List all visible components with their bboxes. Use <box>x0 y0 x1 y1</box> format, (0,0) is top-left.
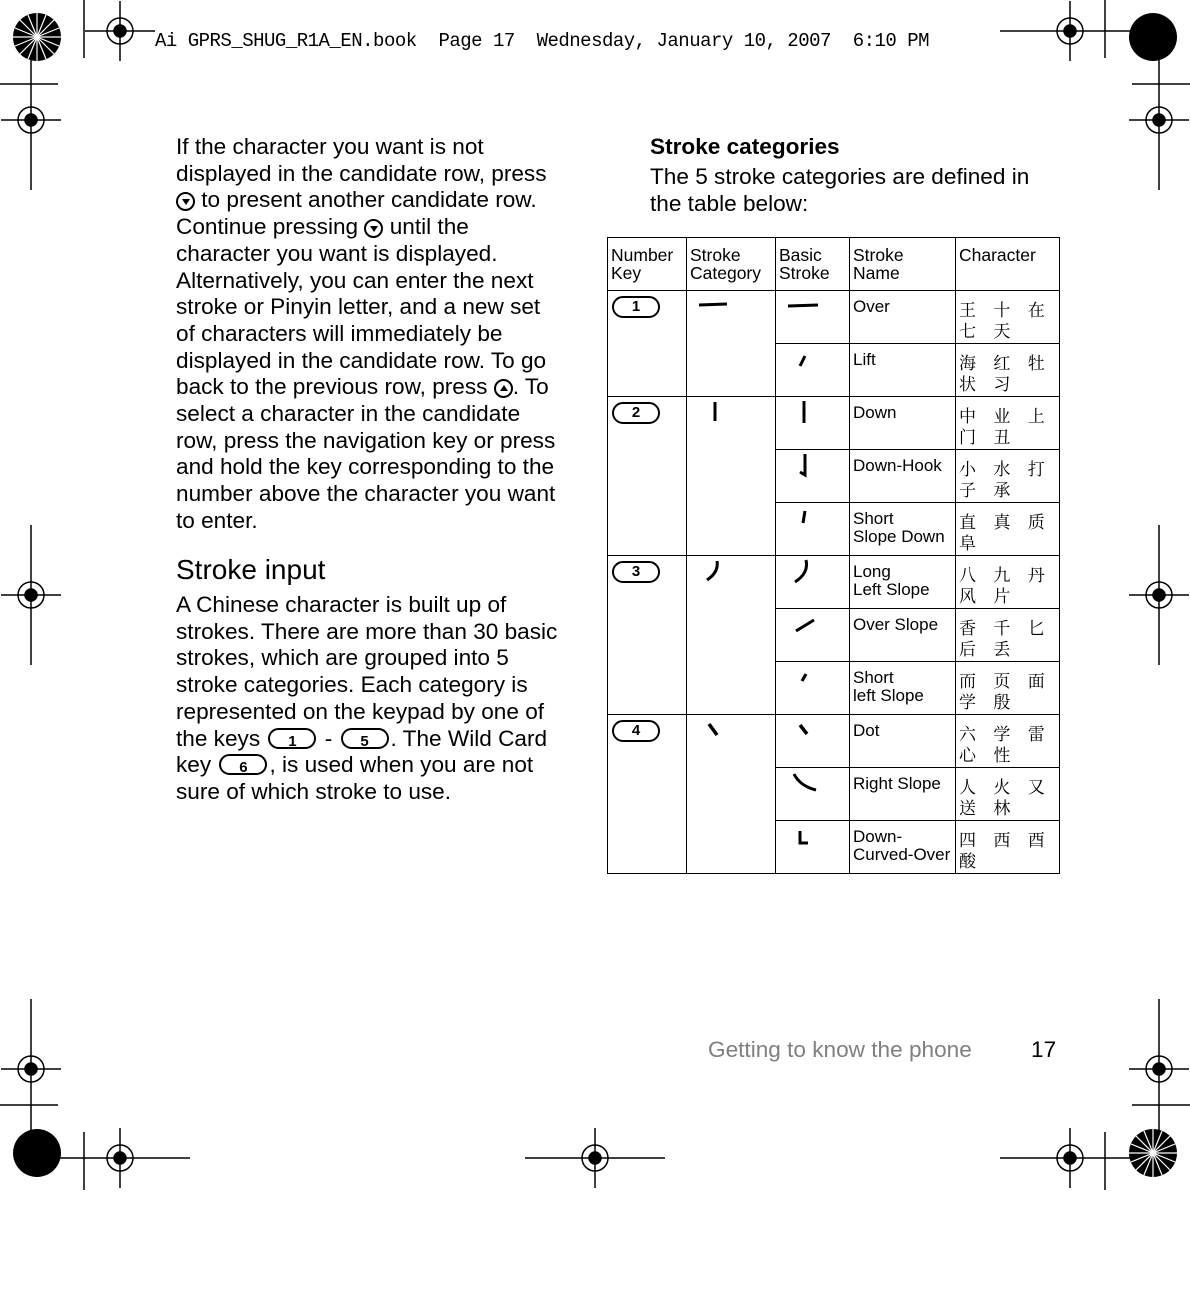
character-cell: 六 学 雷 心 性 <box>956 715 1060 768</box>
stroke-input-heading: Stroke input <box>176 554 326 585</box>
long-left-slope-stroke-icon <box>776 556 849 586</box>
stroke-category-cell <box>687 715 776 874</box>
character-cell: 中 业 上 门 丑 <box>956 397 1060 450</box>
number-key-cell <box>608 397 687 556</box>
stroke-name-cell: Lift <box>850 344 956 397</box>
stroke-categories-heading: Stroke categories <box>650 134 840 159</box>
stroke-categories-intro: The 5 stroke categories are defined in the table below: <box>650 164 1030 216</box>
stroke-name-cell: Right Slope <box>850 768 956 821</box>
stroke-name-cell: Down-Hook <box>850 450 956 503</box>
intro-paragraph: If the character you want is not displayed in the candidate row, press to present another candidate row. Continue pressing until the character you want is displayed. Alternatively, you can enter the next stroke or Pinyin letter, and a new set of characters will immediately be displayed in the candidate row. To go back to the previous row, press . To select a character in the candidate row, press the navigation key or press and hold the key corresponding to the number above the character you want to enter. <box>176 134 556 533</box>
key-1-icon: 1 <box>268 728 316 749</box>
table-header-row <box>608 238 1060 291</box>
dot-stroke-icon <box>776 715 849 745</box>
basic-stroke-cell <box>776 344 850 397</box>
key-3-icon: 3 <box>612 561 660 583</box>
page-number: 17 <box>1031 1037 1057 1062</box>
basic-stroke-cell <box>776 450 850 503</box>
footer-section-title: Getting to know the phone <box>708 1037 972 1062</box>
nav-down-icon <box>364 219 383 238</box>
basic-stroke-cell <box>776 715 850 768</box>
character-cell: 小 水 打 子 承 <box>956 450 1060 503</box>
over-slope-stroke-icon <box>776 609 849 639</box>
key-6-icon: 6 <box>219 754 267 775</box>
over-stroke-icon <box>776 291 849 321</box>
short-slope-down-stroke-icon <box>776 503 849 533</box>
table-row <box>608 715 1060 768</box>
basic-stroke-cell <box>776 503 850 556</box>
stroke-name-cell: Short Slope Down <box>850 503 956 556</box>
basic-stroke-cell <box>776 768 850 821</box>
lift-stroke-icon <box>776 344 849 374</box>
character-cell: 四 西 酉 酸 <box>956 821 1060 874</box>
stroke-category-cell <box>687 291 776 397</box>
key-5-icon: 5 <box>341 728 389 749</box>
table-row <box>608 556 1060 609</box>
stroke-category-cell <box>687 397 776 556</box>
basic-stroke-cell <box>776 821 850 874</box>
down-curved-over-stroke-icon <box>776 821 849 851</box>
basic-stroke-cell <box>776 397 850 450</box>
character-cell: 香 千 匕 后 丢 <box>956 609 1060 662</box>
basic-stroke-cell <box>776 609 850 662</box>
stroke-name-cell: Down <box>850 397 956 450</box>
stroke-categories-table <box>607 237 1060 874</box>
dot-stroke-icon <box>687 715 775 745</box>
nav-down-icon <box>176 192 195 211</box>
stroke-name-cell: Over <box>850 291 956 344</box>
key-4-icon: 4 <box>612 720 660 742</box>
basic-stroke-cell <box>776 291 850 344</box>
character-cell: 海 红 牡 状 习 <box>956 344 1060 397</box>
right-slope-stroke-icon <box>776 768 849 798</box>
basic-stroke-cell <box>776 556 850 609</box>
character-cell: 直 真 质 阜 <box>956 503 1060 556</box>
left-slope-stroke-icon <box>687 556 775 586</box>
number-key-cell <box>608 291 687 397</box>
table-row <box>608 397 1060 450</box>
print-header: Ai GPRS_SHUG_R1A_EN.book Page 17 Wednesday, January 10, 2007 6:10 PM <box>155 30 930 52</box>
stroke-name-cell: Long Left Slope <box>850 556 956 609</box>
basic-stroke-cell <box>776 662 850 715</box>
header-character: Character <box>956 238 1060 291</box>
header-stroke-name: Stroke Name <box>850 238 956 291</box>
header-number-key: Number Key <box>608 238 687 291</box>
stroke-name-cell: Dot <box>850 715 956 768</box>
nav-up-icon <box>494 379 513 398</box>
stroke-input-paragraph: A Chinese character is built up of strokes. There are more than 30 basic strokes, which are grouped into 5 stroke categories. Each category is represented on the keypad by one of the keys 1 - 5 . The Wild Card key 6 , is used when you are not sure of which stroke to use. <box>176 592 558 804</box>
stroke-name-cell: Down- Curved-Over <box>850 821 956 874</box>
header-stroke-category: Stroke Category <box>687 238 776 291</box>
character-cell: 人 火 又 送 林 <box>956 768 1060 821</box>
stroke-name-cell: Over Slope <box>850 609 956 662</box>
table-row <box>608 291 1060 344</box>
character-cell: 而 页 面 学 殷 <box>956 662 1060 715</box>
over-stroke-icon <box>687 291 775 321</box>
number-key-cell <box>608 556 687 715</box>
key-1-icon: 1 <box>612 296 660 318</box>
header-basic-stroke: Basic Stroke <box>776 238 850 291</box>
short-left-slope-stroke-icon <box>776 662 849 692</box>
character-cell: 王 十 在 七 天 <box>956 291 1060 344</box>
down-hook-stroke-icon <box>776 450 849 480</box>
down-stroke-icon <box>776 397 849 427</box>
number-key-cell <box>608 715 687 874</box>
down-stroke-icon <box>687 397 775 427</box>
stroke-name-cell: Short left Slope <box>850 662 956 715</box>
character-cell: 八 九 丹 风 片 <box>956 556 1060 609</box>
stroke-category-cell <box>687 556 776 715</box>
key-2-icon: 2 <box>612 402 660 424</box>
